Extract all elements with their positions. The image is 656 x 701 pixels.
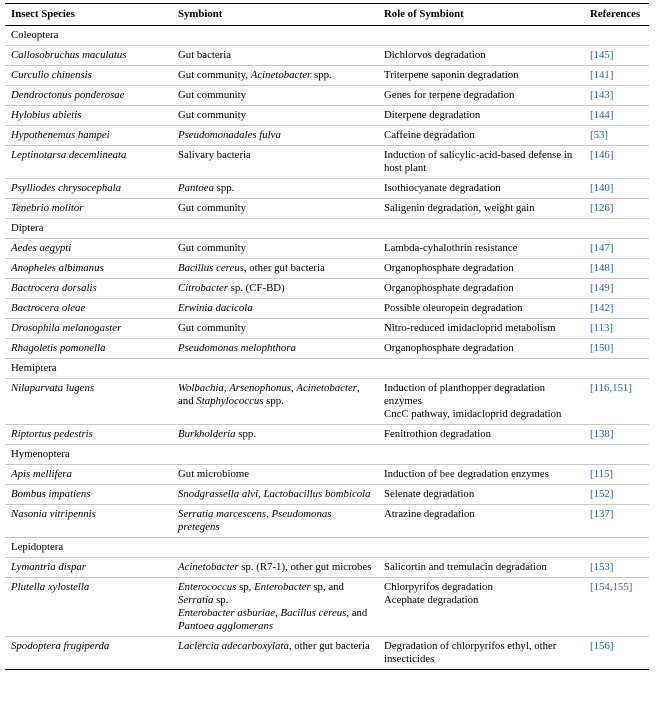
insect-species-cell: Psylliodes chrysocephala (5, 179, 172, 199)
references-cell: [142] (584, 299, 649, 319)
symbiont-text: spp. (213, 182, 235, 194)
table-row (5, 106, 649, 126)
references-cell: [116,151] (584, 379, 649, 425)
insect-species-cell: Anopheles albimanus (5, 259, 172, 279)
role-cell (378, 179, 584, 199)
role-text: Degradation of chlorpyrifos ethyl, other insecticides (384, 640, 557, 665)
symbiont-cell (172, 239, 378, 259)
reference-link[interactable]: 149 (593, 282, 610, 294)
role-text: Chlorpyrifos degradation (384, 581, 493, 593)
insect-species-cell: Drosophila melanogaster (5, 319, 172, 339)
symbiont-cell (172, 259, 378, 279)
role-cell (378, 578, 584, 637)
insect-species-cell: Hypothenemus hampei (5, 126, 172, 146)
table-row (5, 239, 649, 259)
symbiont-text: Pseudomonadales fulva (178, 129, 281, 141)
table-row (5, 558, 649, 578)
symbiont-text: Gut bacteria (178, 49, 232, 61)
insect-species-cell: Aedes aegypti (5, 239, 172, 259)
role-text: Acephate degradation (384, 594, 479, 606)
symbiont-text: Pantoea agglomerans (178, 620, 274, 632)
table-row (5, 146, 649, 179)
reference-link[interactable]: 147 (593, 242, 610, 254)
table-row (5, 199, 649, 219)
reference-link[interactable]: 142 (593, 302, 610, 314)
symbiont-text: , (266, 508, 272, 520)
references-cell: [146] (584, 146, 649, 179)
references-cell: [138] (584, 425, 649, 445)
role-cell (378, 637, 584, 670)
reference-link[interactable]: 141 (593, 69, 610, 81)
role-cell (378, 379, 584, 425)
role-text: Possible oleuropein degradation (384, 302, 523, 314)
reference-link[interactable]: 154 (593, 581, 610, 593)
symbiont-text: spp. (263, 395, 284, 407)
reference-link[interactable]: 148 (593, 262, 610, 274)
group-row (5, 538, 649, 558)
table-row (5, 66, 649, 86)
reference-link[interactable]: 137 (593, 508, 610, 520)
symbiont-cell (172, 637, 378, 670)
table-row (5, 319, 649, 339)
symbiont-text: , (223, 382, 230, 394)
role-text: Atrazine degradation (384, 508, 475, 520)
group-row (5, 219, 649, 239)
role-text: Salicortin and tremulacin degradation (384, 561, 547, 573)
insect-species-cell: Apis mellifera (5, 465, 172, 485)
role-cell (378, 199, 584, 219)
references-cell: [113] (584, 319, 649, 339)
reference-link[interactable]: 156 (593, 640, 610, 652)
header-symbiont: Symbiont (172, 4, 378, 26)
symbiont-text: , and (178, 382, 360, 407)
insect-species-cell: Bactrocera oleae (5, 299, 172, 319)
symbiont-text: Bacillus cereus (178, 262, 244, 274)
role-text: Saligenin degradation, weight gain (384, 202, 535, 214)
references-cell: [144] (584, 106, 649, 126)
insect-species-cell: Spodoptera frugiperda (5, 637, 172, 670)
role-text: Triterpene saponin degradation (384, 69, 519, 81)
table-row (5, 637, 649, 670)
symbiont-cell (172, 179, 378, 199)
symbiont-text: Gut community (178, 109, 247, 121)
role-text: Organophosphate degradation (384, 342, 514, 354)
role-cell (378, 146, 584, 179)
reference-link[interactable]: 113 (593, 322, 610, 334)
table-row (5, 86, 649, 106)
table-row (5, 578, 649, 637)
symbiont-cell (172, 126, 378, 146)
references-cell: [53] (584, 126, 649, 146)
reference-link[interactable]: 116 (593, 382, 610, 394)
symbiont-text: Acinetobacter (178, 561, 239, 573)
symbiont-text: Pseudomonas pretegens (178, 508, 332, 533)
group-row (5, 359, 649, 379)
references-cell: [148] (584, 259, 649, 279)
role-text: Induction of bee degradation enzymes (384, 468, 549, 480)
group-label: Lepidoptera (5, 538, 649, 558)
role-cell (378, 46, 584, 66)
insect-species-cell: Tenebrio molitor (5, 199, 172, 219)
references-cell: [150] (584, 339, 649, 359)
reference-link[interactable]: 115 (593, 468, 610, 480)
references-cell: [140] (584, 179, 649, 199)
references-cell: [143] (584, 86, 649, 106)
symbiont-cell (172, 339, 378, 359)
references-cell: [126] (584, 199, 649, 219)
references-cell: [153] (584, 558, 649, 578)
symbiont-cell (172, 558, 378, 578)
role-cell (378, 339, 584, 359)
role-text: CncC pathway, imidacloprid degradation (384, 408, 562, 420)
role-cell (378, 485, 584, 505)
group-row (5, 445, 649, 465)
insect-species-cell: Nilaparvata lugens (5, 379, 172, 425)
reference-link[interactable]: 146 (593, 149, 610, 161)
symbiont-text: Enterobacter (254, 581, 311, 593)
group-label: Diptera (5, 219, 649, 239)
role-cell (378, 106, 584, 126)
symbiont-text: Pantoea (178, 182, 214, 194)
role-text: Genes for terpene degradation (384, 89, 515, 101)
table-row (5, 46, 649, 66)
symbiont-text: Salivary bacteria (178, 149, 251, 161)
header-row (5, 4, 649, 26)
role-text: Induction of planthopper degradation enzymes (384, 382, 546, 407)
references-cell: [152] (584, 485, 649, 505)
symbiont-text: , other gut bacteria (243, 262, 325, 274)
insect-species-cell: Nasonia vitripennis (5, 505, 172, 538)
symbiont-cell (172, 299, 378, 319)
reference-link[interactable]: 151 (612, 382, 629, 394)
insect-species-cell: Rhagoletis pomonella (5, 339, 172, 359)
role-cell (378, 239, 584, 259)
symbiont-cell (172, 465, 378, 485)
references-cell: [141] (584, 66, 649, 86)
role-cell (378, 505, 584, 538)
references-cell: [145] (584, 46, 649, 66)
table-row (5, 465, 649, 485)
role-cell (378, 86, 584, 106)
symbiont-text: Gut microbiome (178, 468, 250, 480)
symbiont-text: sp. (CF-BD) (227, 282, 285, 294)
symbiont-text: Enterococcus (178, 581, 237, 593)
symbiont-text: spp. (235, 428, 256, 440)
table-row (5, 379, 649, 425)
references-cell: [147] (584, 239, 649, 259)
header-role: Role of Symbiont (378, 4, 584, 26)
table-row (5, 126, 649, 146)
group-label: Coleoptera (5, 26, 649, 46)
role-text: Induction of salicylic-acid-based defense in host plant (384, 149, 573, 174)
header-insect-species: Insect Species (5, 4, 172, 26)
role-cell (378, 558, 584, 578)
role-text: Fenitrothion degradation (384, 428, 492, 440)
references-cell: [149] (584, 279, 649, 299)
symbiont-cell (172, 86, 378, 106)
role-cell (378, 66, 584, 86)
reference-link[interactable]: 143 (593, 89, 610, 101)
symbiont-cell (172, 485, 378, 505)
reference-link[interactable]: 126 (593, 202, 610, 214)
reference-link[interactable]: 138 (593, 428, 610, 440)
symbiont-cell (172, 319, 378, 339)
symbiont-cell (172, 425, 378, 445)
symbiont-text: Gut community (178, 89, 247, 101)
insect-species-cell: Plutella xylostella (5, 578, 172, 637)
symbiont-text: Gut community (178, 322, 247, 334)
symbiont-text: Gut community, (178, 69, 251, 81)
symbiont-text: Wolbachia (178, 382, 224, 394)
role-text: Dichlorvos degradation (384, 49, 486, 61)
symbiont-text: Arsenophonus (229, 382, 291, 394)
symbiont-text: sp. (R7-1), other gut microbes (238, 561, 372, 573)
symbiont-cell (172, 279, 378, 299)
role-text: Diterpene degradation (384, 109, 481, 121)
symbiont-text: Laclercia adecarboxylata (178, 640, 289, 652)
role-text: Selenate degradation (384, 488, 475, 500)
reference-link[interactable]: 150 (593, 342, 610, 354)
insect-species-cell: Callosobruchus maculatus (5, 46, 172, 66)
symbiont-cell (172, 46, 378, 66)
reference-link[interactable]: 140 (593, 182, 610, 194)
symbiont-text: Serratia (178, 594, 214, 606)
symbiont-text: Gut community (178, 242, 247, 254)
table-row (5, 425, 649, 445)
symbiont-text: Citrobacter (178, 282, 228, 294)
role-cell (378, 299, 584, 319)
symbiont-text: Bacillus cereus (280, 607, 347, 619)
role-text: Caffeine degradation (384, 129, 475, 141)
group-label: Hemiptera (5, 359, 649, 379)
symbiont-text: sp, and (310, 581, 344, 593)
symbiont-cell (172, 578, 378, 637)
symbiont-text: Pseudomonas melophthora (178, 342, 296, 354)
role-cell (378, 465, 584, 485)
reference-link[interactable]: 145 (593, 49, 610, 61)
table-body (5, 26, 649, 670)
group-label: Hymenoptera (5, 445, 649, 465)
reference-link[interactable]: 155 (612, 581, 629, 593)
role-text: Nitro-reduced imidacloprid metabolism (384, 322, 556, 334)
reference-link[interactable]: 144 (593, 109, 610, 121)
symbiont-text: Acinetobacter (296, 382, 357, 394)
insect-species-cell: Curculio chinensis (5, 66, 172, 86)
insect-species-cell: Bactrocera dorsalis (5, 279, 172, 299)
symbiont-text: , (258, 488, 264, 500)
insect-species-cell: Lymantria dispar (5, 558, 172, 578)
role-cell (378, 425, 584, 445)
symbiont-cell (172, 146, 378, 179)
table-row (5, 505, 649, 538)
references-cell: [115] (584, 465, 649, 485)
symbiont-text: Gut community (178, 202, 247, 214)
symbiont-text: sp. (213, 594, 229, 606)
insect-species-cell: Leptinotarsa decemlineata (5, 146, 172, 179)
symbiont-cell (172, 505, 378, 538)
insect-species-cell: Bombus impatiens (5, 485, 172, 505)
group-row (5, 26, 649, 46)
table-row (5, 339, 649, 359)
references-cell: [156] (584, 637, 649, 670)
symbiont-text: Enterobacter asburiae (178, 607, 276, 619)
symbiont-text: sp, (236, 581, 255, 593)
role-text: Lambda-cyhalothrin resistance (384, 242, 518, 254)
references-cell: [137] (584, 505, 649, 538)
symbiont-text: Burkholderia (178, 428, 236, 440)
symbiont-cell (172, 106, 378, 126)
symbiont-cell (172, 379, 378, 425)
table-row (5, 259, 649, 279)
table-row (5, 299, 649, 319)
table-row (5, 179, 649, 199)
symbiont-text: , and (346, 607, 368, 619)
references-cell: [154,155] (584, 578, 649, 637)
symbiont-text: , (291, 382, 297, 394)
reference-link[interactable]: 153 (593, 561, 610, 573)
role-cell (378, 279, 584, 299)
symbiont-table (5, 3, 649, 670)
symbiont-text: , other gut bacteria (288, 640, 370, 652)
symbiont-text: Snodgrassella alvi (178, 488, 259, 500)
symbiont-text: spp. (311, 69, 332, 81)
symbiont-text: Staphylococcus (196, 395, 264, 407)
insect-species-cell: Dendroctonus ponderosae (5, 86, 172, 106)
symbiont-text: , (275, 607, 281, 619)
insect-species-cell: Hylobius abietis (5, 106, 172, 126)
reference-link[interactable]: 152 (593, 488, 610, 500)
role-cell (378, 259, 584, 279)
role-text: Isothiocyanate degradation (384, 182, 501, 194)
role-text: Organophosphate degradation (384, 282, 514, 294)
symbiont-text: Erwinia dacicola (178, 302, 253, 314)
symbiont-text: Acinetobacter (250, 69, 312, 81)
role-cell (378, 319, 584, 339)
role-cell (378, 126, 584, 146)
role-text: Organophosphate degradation (384, 262, 514, 274)
table-row (5, 485, 649, 505)
insect-species-cell: Riptortus pedestris (5, 425, 172, 445)
reference-link[interactable]: 53 (593, 129, 605, 141)
symbiont-text: Serratia marcescens (178, 508, 267, 520)
symbiont-cell (172, 199, 378, 219)
header-references: References (584, 4, 649, 26)
table-row (5, 279, 649, 299)
symbiont-cell (172, 66, 378, 86)
symbiont-text: Lactobacillus bombicola (263, 488, 371, 500)
